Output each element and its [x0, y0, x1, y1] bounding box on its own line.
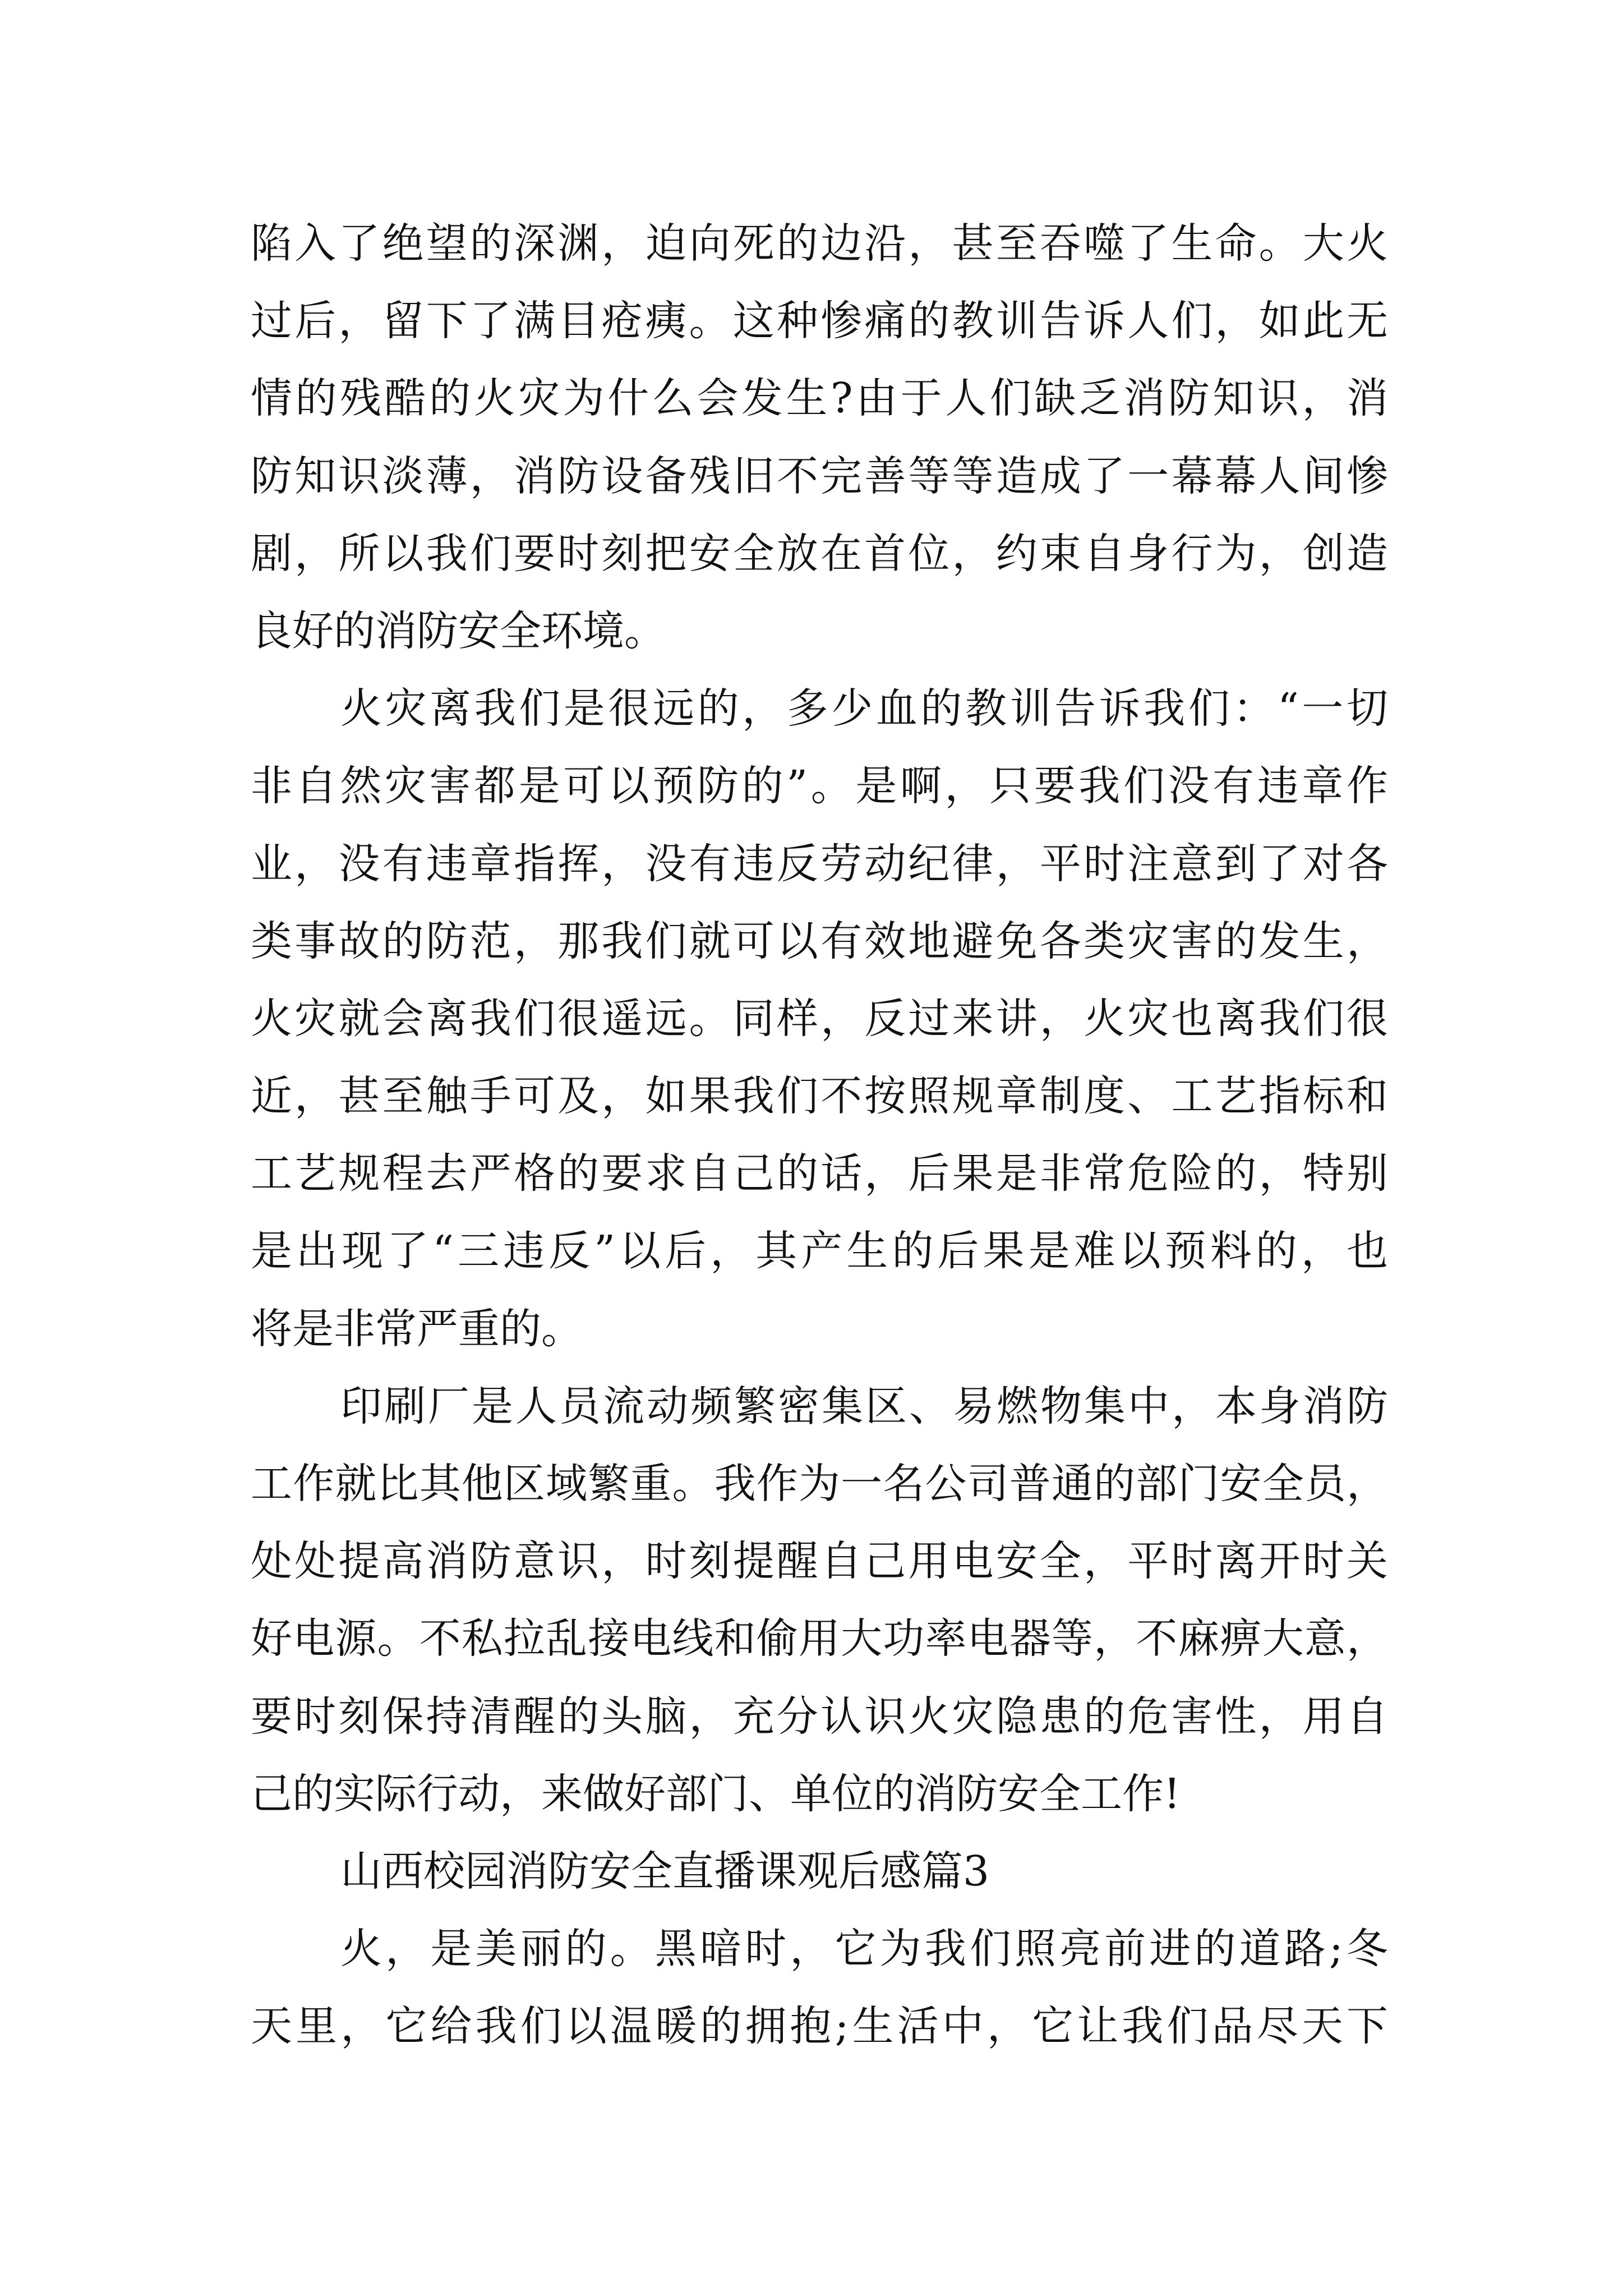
text-line: 工作就比其他区域繁重。我作为一名公司普通的部门安全员， — [251, 1460, 1388, 1508]
text-line: 好电源。不私拉乱接电线和偷用大功率电器等，不麻痹大意， — [251, 1614, 1388, 1663]
text-line: 类事故的防范，那我们就可以有效地避免各类灾害的发生， — [251, 917, 1388, 965]
text-line: 非自然灾害都是可以预防的”。是啊，只要我们没有违章作 — [251, 762, 1388, 811]
paragraph — [251, 1910, 1388, 2065]
text-line: 火灾就会离我们很遥远。同样，反过来讲，火灾也离我们很 — [251, 994, 1388, 1043]
text-line: 火，是美丽的。黑暗时，它为我们照亮前进的道路;冬 — [340, 1925, 1388, 1973]
section-heading: 山西校园消防安全直播课观后感篇3 — [340, 1847, 990, 1895]
paragraph — [251, 205, 1388, 670]
text-line: 良好的消防安全环境。 — [251, 606, 666, 655]
text-line: 己的实际行动，来做好部门、单位的消防安全工作! — [251, 1769, 1181, 1818]
text-line: 是出现了“三违反”以后，其产生的后果是难以预料的，也 — [251, 1227, 1388, 1276]
document-body — [251, 205, 1388, 2065]
paragraph — [251, 670, 1388, 1368]
text-line: 业，没有违章指挥，没有违反劳动纪律，平时注意到了对各 — [251, 839, 1388, 888]
text-line: 工艺规程去严格的要求自己的话，后果是非常危险的，特别 — [251, 1149, 1388, 1198]
text-line: 火灾离我们是很远的，多少血的教训告诉我们：“一切 — [340, 684, 1388, 733]
text-line: 处处提高消防意识，时刻提醒自己用电安全，平时离开时关 — [251, 1537, 1388, 1586]
text-line: 情的残酷的火灾为什么会发生?由于人们缺乏消防知识，消 — [251, 374, 1388, 423]
text-line: 印刷厂是人员流动频繁密集区、易燃物集中，本身消防 — [340, 1382, 1388, 1430]
text-line: 天里，它给我们以温暖的拥抱;生活中，它让我们品尽天下 — [251, 2002, 1388, 2051]
text-line: 近，甚至触手可及，如果我们不按照规章制度、工艺指标和 — [251, 1072, 1388, 1121]
text-line: 要时刻保持清醒的头脑，充分认识火灾隐患的危害性，用自 — [251, 1692, 1388, 1741]
text-line: 剧，所以我们要时刻把安全放在首位，约束自身行为，创造 — [251, 529, 1388, 578]
text-line: 将是非常严重的。 — [251, 1304, 583, 1353]
text-line: 过后，留下了满目疮痍。这种惨痛的教训告诉人们，如此无 — [251, 297, 1388, 346]
text-line: 防知识淡薄，消防设备残旧不完善等等造成了一幕幕人间惨 — [251, 452, 1388, 500]
text-line: 陷入了绝望的深渊，迫向死的边沿，甚至吞噬了生命。大火 — [251, 219, 1388, 268]
paragraph — [251, 1368, 1388, 1833]
